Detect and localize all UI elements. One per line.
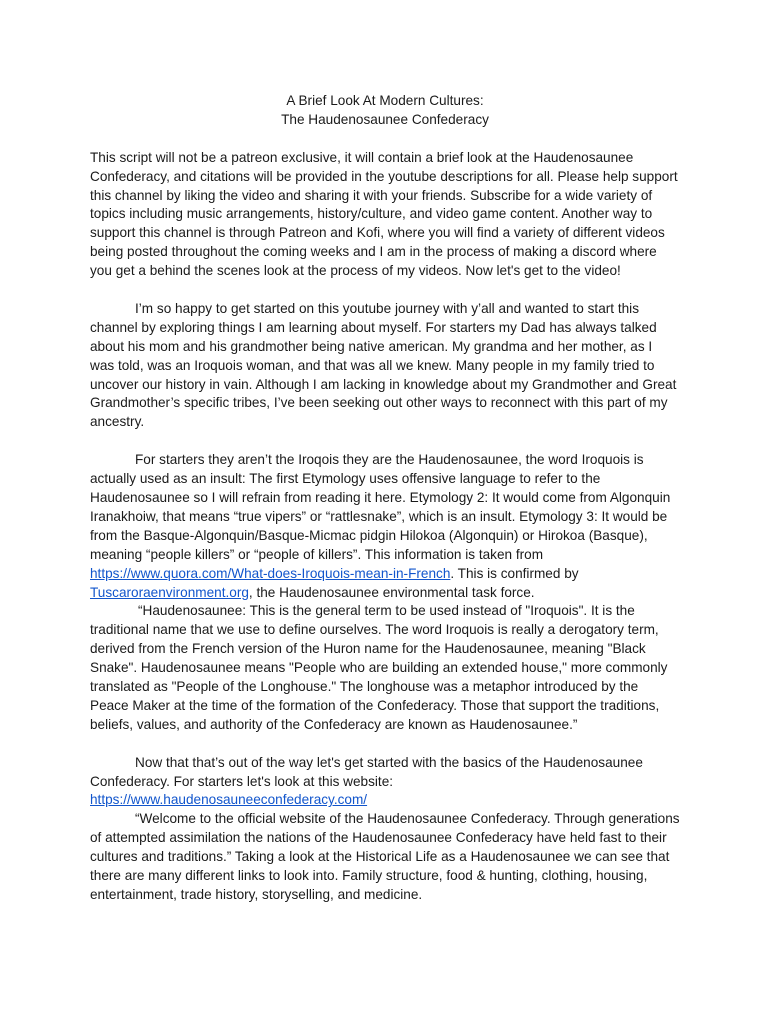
paragraph-basics xyxy=(90,754,680,811)
quora-link[interactable]: https://www.quora.com/What-does-Iroquois-mean-in-French xyxy=(90,565,451,581)
etymology-text: For starters they aren’t the Iroqois they are the Haudenosaunee, the word Iroquois is actually used as an insult: The first Etymology uses offensive language to refer to the Haudenosaunee so I will refrain from reading it here. Etymology 2: It would come from Algonquin Iranakhoiw, that means “true vipers” or “rattlesnake”, which is an insult. Etymology 3: It would be from the Basque-Algonquin/Basque-Micmac pidgin Hilokoa (Algonquin) or Hirokoa (Basque), meaning “people killers” or “people of killers”. This information is taken from xyxy=(90,452,671,562)
basics-text: Now that that’s out of the way let's get started with the basics of the Haudenosaunee Confederacy. For starters let's look at this website: xyxy=(90,754,643,789)
quote-welcome: “Welcome to the official website of the Haudenosaunee Confederacy. Through generations of attempted assimilation the nations of the Haudenosaunee Confederacy have held fast to their cultures and traditions.” Taking a look at the Historical Life as a Haudenosaunee we can see that there are many different links to look into. Family structure, food & hunting, clothing, housing, entertainment, trade history, storyselling, and medicine. xyxy=(90,811,680,902)
document-title xyxy=(90,92,680,130)
tuscarora-link[interactable]: Tuscaroraenvironment.org xyxy=(90,584,249,600)
paragraph-ancestry: I’m so happy to get started on this youtube journey with y’all and wanted to start this channel by exploring things I am learning about myself. For starters my Dad has always talked about his mom and his grandmother being native american. My grandma and her mother, as I was told, was an Iroquois woman, and that was all we knew. Many people in my family tried to uncover our history in vain. Although I am lacking in knowledge about my Grandmother and Great Grandmother’s specific tribes, I’ve been seeking out other ways to reconnect with this part of my ancestry. xyxy=(90,300,677,430)
intro-paragraph: This script will not be a patreon exclusive, it will contain a brief look at the Haudenosaunee Confederacy, and citations will be provided in the youtube descriptions for all. Please help support this channel by liking the video and sharing it with your friends. Subscribe for a wide variety of topics including music arrangements, history/culture, and video game content. Another way to support this channel is through Patreon and Kofi, where you will find a variety of different videos being posted throughout the coming weeks and I am in the process of making a discord where you get a behind the scenes look at the process of my videos. Now let's get to the video! xyxy=(90,149,678,279)
title-line-2: The Haudenosaunee Confederacy xyxy=(281,111,489,127)
confederacy-website-link[interactable]: https://www.haudenosauneeconfederacy.com/ xyxy=(90,792,368,808)
paragraph-etymology xyxy=(90,451,680,602)
etymology-end-text: , the Haudenosaunee environmental task force. xyxy=(248,584,535,600)
title-line-1: A Brief Look At Modern Cultures: xyxy=(286,93,484,108)
etymology-mid-text: . This is confirmed by xyxy=(450,565,579,581)
quote-haudenosaunee-definition: “Haudenosaunee: This is the general term to be used instead of "Iroquois". It is the traditional name that we use to define ourselves. The word Iroquois is really a derogatory term, derived from the French version of the Huron name for the Haudenosaunee, meaning "Black Snake". Haudenosaunee means "People who are building an extended house," more commonly translated as "People of the Longhouse." The longhouse was a metaphor introduced by the Peace Maker at the time of the formation of the Confederacy. Those that support the traditions, beliefs, values, and authority of the Confederacy are known as Haudenosaunee.” xyxy=(90,603,668,732)
